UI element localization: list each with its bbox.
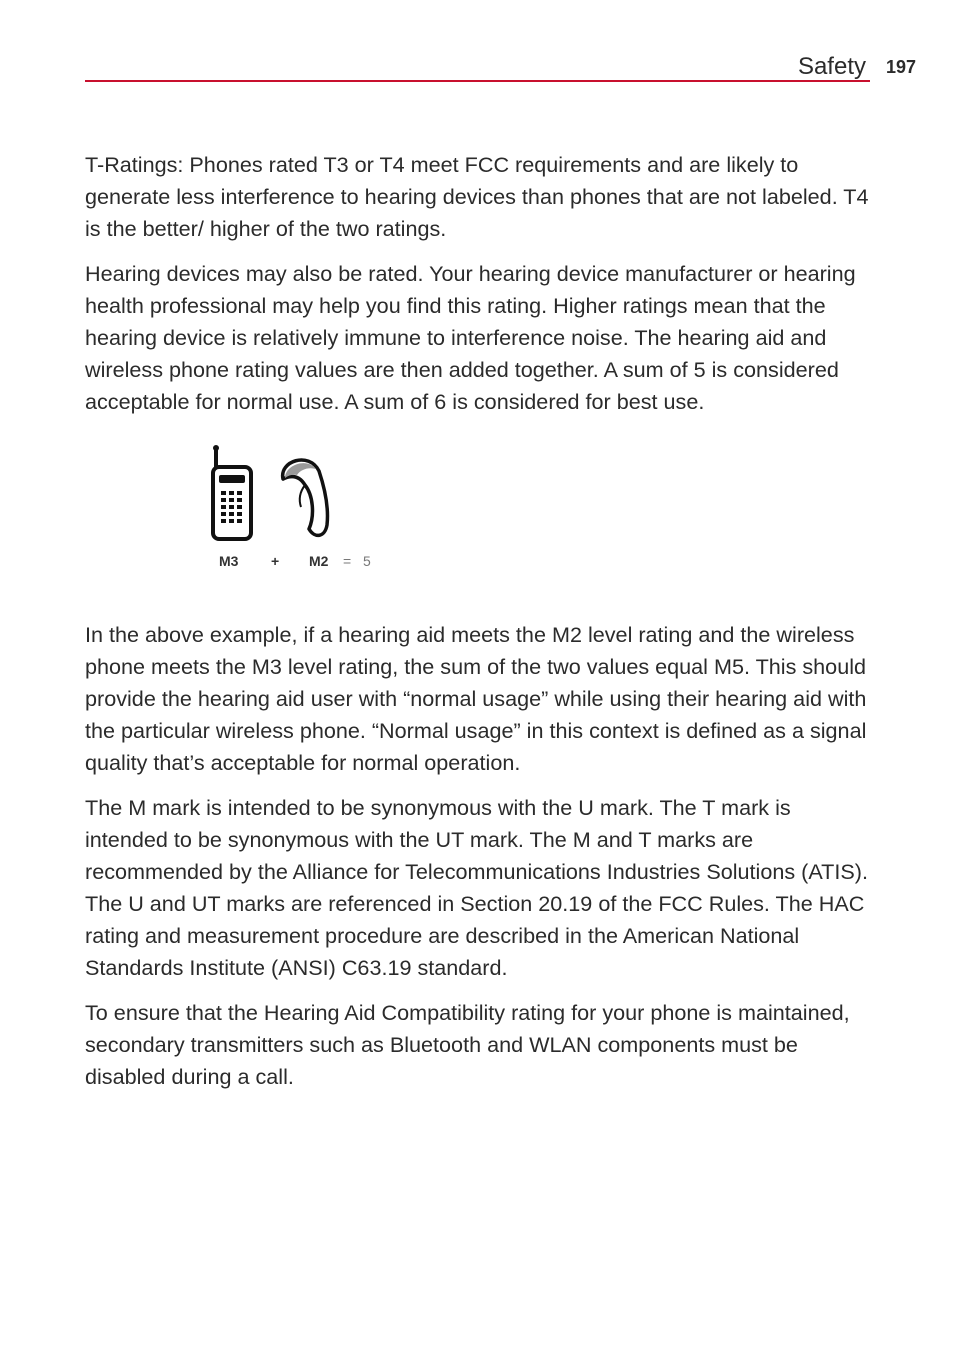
paragraph-transmitters: To ensure that the Hearing Aid Compatibility rating for your phone is maintained, secondary transmitters such as Bluetooth and WLAN components must be disabled during a call. — [85, 1000, 850, 1089]
paragraph-marks: The M mark is intended to be synonymous with the U mark. The T mark is intended to be synonymous with the UT mark. The M and T marks are recommended by the Alliance for Telecommunications Industries Solutions (ATIS). The U and UT marks are referenced in Section 20.19 of the FCC Rules. The HAC rating and measurement procedure are described in the American National Standards Institute (ANSI) C63.19 standard. — [85, 795, 868, 980]
header-rule — [85, 80, 870, 82]
aid-rating-label: M2 — [309, 553, 329, 569]
page-number: 197 — [886, 57, 917, 77]
phone-icon — [213, 445, 251, 539]
paragraph-t-ratings: T-Ratings: Phones rated T3 or T4 meet FCC requirements and are likely to generate less interference to hearing devices than phones that are not labeled. T4 is the better/ higher of the two ratings. — [85, 152, 869, 241]
rating-example-illustration — [205, 445, 385, 555]
equals-sign: = — [343, 553, 352, 569]
hearing-aid-icon — [283, 460, 328, 535]
phone-rating-label: M3 — [219, 553, 239, 569]
rating-example-figure — [85, 431, 875, 599]
rating-sum: 5 — [363, 553, 371, 569]
paragraph-hearing-devices: Hearing devices may also be rated. Your hearing device manufacturer or hearing health professional may help you find this rating. Higher ratings mean that the hearing device is relatively immune to interference noise. The hearing aid and wireless phone rating values are then added together. A sum of 5 is considered acceptable for normal use. A sum of 6 is considered for best use. — [85, 261, 856, 414]
section-title: Safety — [797, 53, 866, 80]
page-content — [85, 149, 875, 1106]
paragraph-example: In the above example, if a hearing aid meets the M2 level rating and the wireless phone meets the M3 level rating, the sum of the two values equal M5. This should provide the hearing aid user with “normal usage” while using their hearing aid with the particular wireless phone. “Normal usage” in this context is defined as a signal quality that’s acceptable for normal operation. — [85, 622, 867, 775]
plus-sign: + — [271, 553, 280, 569]
